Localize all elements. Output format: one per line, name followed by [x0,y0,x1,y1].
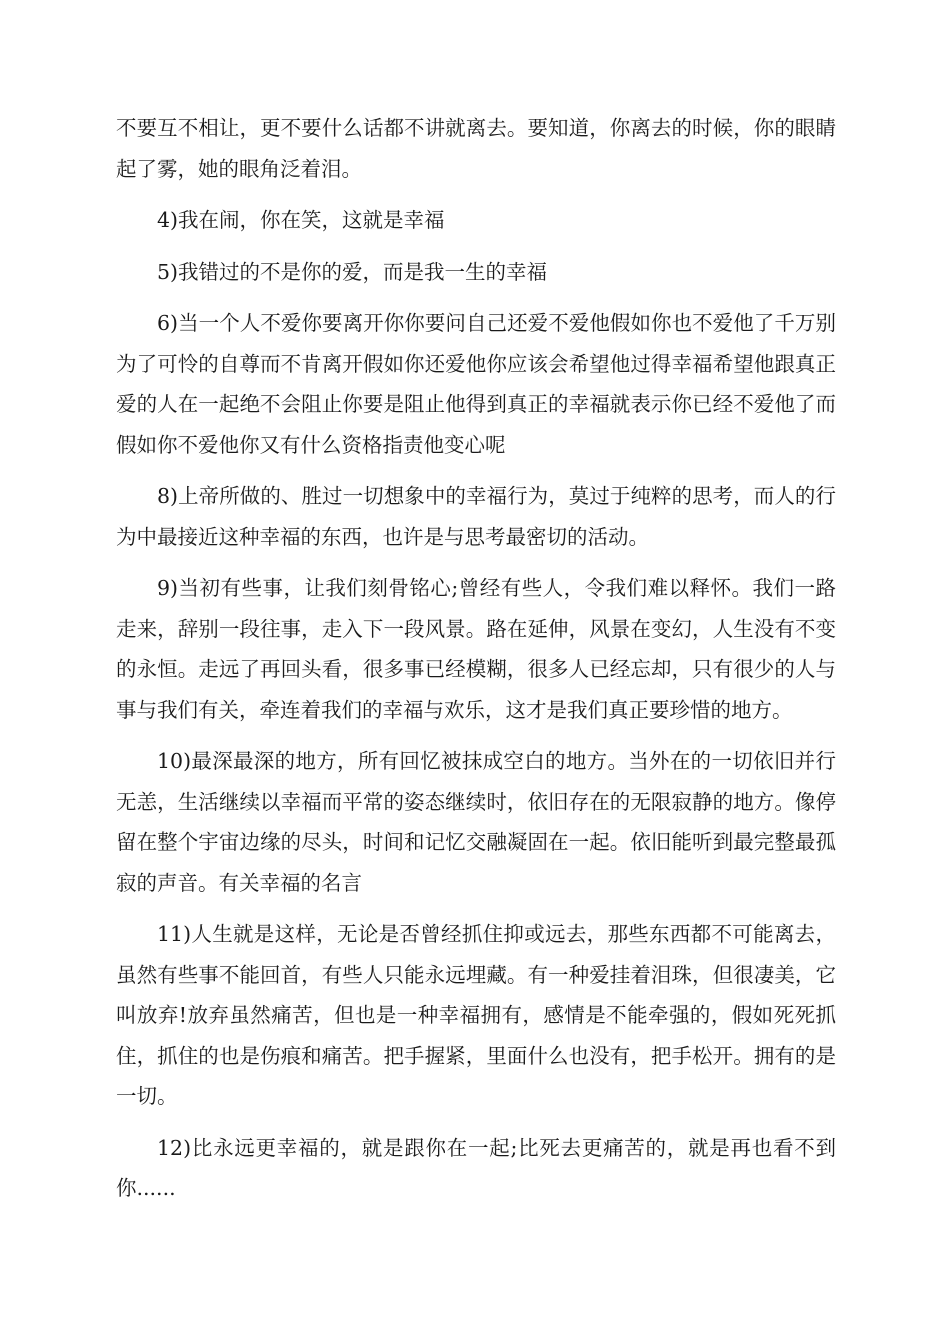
paragraph-item-10: 10)最深最深的地方，所有回忆被抹成空白的地方。当外在的一切依旧并行无恙，生活继续以幸福而平常的姿态继续时，依旧存在的无限寂静的地方。像停留在整个宇宙边缘的尽头，时间和记忆交融凝固在一起。依旧能听到最完整最孤寂的声音。有关幸福的名言 [116,749,836,895]
paragraph-item-6: 6)当一个人不爱你要离开你你要问自己还爱不爱他假如你也不爱他了千万别为了可怜的自尊而不肯离开假如你还爱他你应该会希望他过得幸福希望他跟真正爱的人在一起绝不会阻止你要是阻止他得到真正的幸福就表示你已经不爱他了而假如你不爱他你又有什么资格指责他变心呢 [116,311,836,457]
paragraph-item-8: 8)上帝所做的、胜过一切想象中的幸福行为，莫过于纯粹的思考，而人的行为中最接近这种幸福的东西，也许是与思考最密切的活动。 [116,484,836,549]
paragraph-item-11: 11)人生就是这样，无论是否曾经抓住抑或远去，那些东西都不可能离去，虽然有些事不能回首，有些人只能永远埋藏。有一种爱挂着泪珠，但很凄美，它叫放弃!放弃虽然痛苦，但也是一种幸福拥有，感情是不能牵强的，假如死死抓住，抓住的也是伤痕和痛苦。把手握紧，里面什么也没有，把手松开。拥有的是一切。 [116,922,836,1108]
paragraph-item-9: 9)当初有些事，让我们刻骨铭心;曾经有些人，令我们难以释怀。我们一路走来，辞别一段往事，走入下一段风景。路在延伸，风景在变幻，人生没有不变的永恒。走远了再回头看，很多事已经模糊，很多人已经忘却，只有很少的人与事与我们有关，牵连着我们的幸福与欢乐，这才是我们真正要珍惜的地方。 [116,576,836,722]
paragraph-continuation: 不要互不相让，更不要什么话都不讲就离去。要知道，你离去的时候，你的眼睛起了雾，她的眼角泛着泪。 [116,116,836,181]
paragraph-item-5: 5)我错过的不是你的爱，而是我一生的幸福 [157,259,548,284]
document-page [116,108,836,1220]
paragraph-item-4: 4)我在闹，你在笑，这就是幸福 [157,208,445,232]
paragraph-item-12: 12)比永远更幸福的，就是跟你在一起;比死去更痛苦的，就是再也看不到你...... [116,1135,836,1200]
